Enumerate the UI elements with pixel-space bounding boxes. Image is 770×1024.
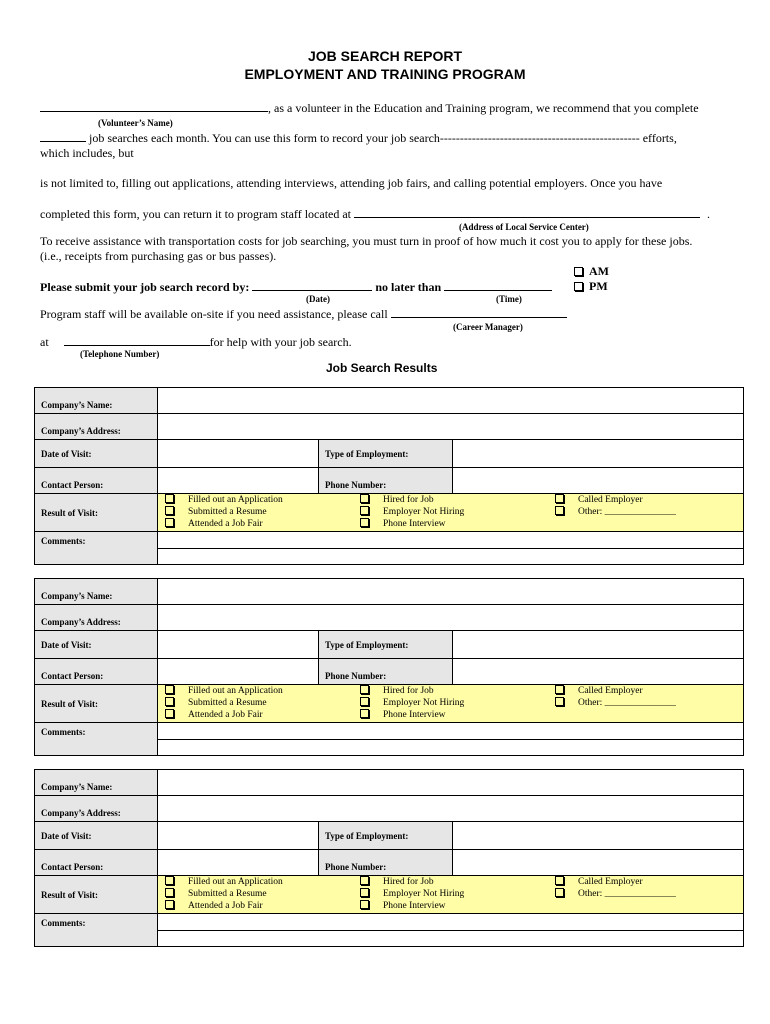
option-submitted-resume[interactable]: Submitted a Resume [158, 697, 353, 709]
job-record-1 [34, 387, 744, 565]
checkbox-icon[interactable] [165, 685, 174, 694]
company-name-row [35, 579, 743, 605]
option-other[interactable]: Other: _______________ [548, 888, 743, 900]
contact-person-label: Contact Person: [41, 671, 104, 681]
option-attended-job-fair[interactable]: Attended a Job Fair [158, 709, 353, 721]
contact-row [35, 468, 743, 494]
checkbox-icon[interactable] [165, 697, 174, 706]
volunteer-name-field[interactable] [40, 100, 268, 112]
company-address-label: Company’s Address: [41, 426, 121, 436]
option-other[interactable]: Other: _______________ [548, 697, 743, 709]
time-label: (Time) [496, 294, 522, 304]
result-of-visit-label: Result of Visit: [41, 889, 98, 900]
program-title: EMPLOYMENT AND TRAINING PROGRAM [244, 66, 526, 82]
option-attended-job-fair[interactable]: Attended a Job Fair [158, 518, 353, 530]
date-of-visit-label: Date of Visit: [41, 639, 92, 650]
intro-line-2b: which includes, but [40, 146, 134, 160]
date-label: (Date) [306, 294, 330, 304]
comments-row [35, 723, 743, 755]
checkbox-icon[interactable] [555, 876, 564, 885]
checkbox-icon[interactable] [165, 900, 174, 909]
result-row [35, 494, 743, 532]
checkbox-icon[interactable] [165, 506, 174, 515]
result-options [158, 876, 743, 913]
result-of-visit-label: Result of Visit: [41, 507, 98, 518]
type-of-employment-input[interactable] [453, 631, 743, 658]
type-of-employment-label: Type of Employment: [325, 448, 409, 459]
checkbox-icon[interactable] [360, 888, 369, 897]
date-visit-row [35, 440, 743, 468]
checkbox-icon[interactable] [555, 685, 564, 694]
type-of-employment-label: Type of Employment: [325, 830, 409, 841]
contact-row [35, 659, 743, 685]
submit-date-field[interactable] [252, 279, 372, 291]
option-submitted-resume[interactable]: Submitted a Resume [158, 888, 353, 900]
date-of-visit-label: Date of Visit: [41, 448, 92, 459]
intro-line-1: , as a volunteer in the Education and Training program, we recommend that you complete [40, 100, 699, 116]
phone-number-input[interactable] [453, 659, 743, 684]
comments-label: Comments: [41, 536, 86, 546]
option-called-employer[interactable]: Called Employer [548, 876, 743, 888]
job-record-2 [34, 578, 744, 756]
checkbox-icon[interactable] [165, 494, 174, 503]
checkbox-icon[interactable] [555, 697, 564, 706]
date-of-visit-label: Date of Visit: [41, 830, 92, 841]
comments-label: Comments: [41, 918, 86, 928]
career-manager-label: (Career Manager) [453, 322, 523, 332]
option-filled-application[interactable]: Filled out an Application [158, 685, 353, 697]
company-name-label: Company’s Name: [41, 591, 113, 601]
phone-number-label: Phone Number: [325, 671, 387, 681]
checkbox-icon[interactable] [165, 876, 174, 885]
service-center-address-field[interactable] [354, 206, 700, 218]
option-hired-for-job[interactable]: Hired for Job [353, 685, 548, 697]
contact-row [35, 850, 743, 876]
pm-checkbox[interactable] [574, 282, 583, 291]
company-address-input[interactable] [158, 605, 743, 630]
contact-person-input[interactable] [158, 468, 318, 493]
company-address-label: Company’s Address: [41, 808, 121, 818]
intro-line-6: (i.e., receipts from purchasing gas or bus passes). [40, 249, 277, 263]
am-checkbox[interactable] [574, 267, 583, 276]
checkbox-icon[interactable] [360, 494, 369, 503]
type-of-employment-input[interactable] [453, 440, 743, 467]
results-section-title: Job Search Results [326, 361, 438, 375]
checkbox-icon[interactable] [555, 506, 564, 515]
pm-option[interactable]: PM [574, 279, 608, 294]
telephone-field[interactable] [64, 334, 210, 346]
phone-number-input[interactable] [453, 468, 743, 493]
date-of-visit-input[interactable] [158, 440, 318, 467]
option-submitted-resume[interactable]: Submitted a Resume [158, 506, 353, 518]
phone-number-label: Phone Number: [325, 862, 387, 872]
checkbox-icon[interactable] [360, 518, 369, 527]
company-name-row [35, 388, 743, 414]
company-address-row [35, 605, 743, 631]
volunteer-name-label: (Volunteer’s Name) [98, 118, 173, 128]
option-employer-not-hiring[interactable]: Employer Not Hiring [353, 888, 548, 900]
checkbox-icon[interactable] [165, 709, 174, 718]
checkbox-icon[interactable] [165, 518, 174, 527]
date-of-visit-input[interactable] [158, 631, 318, 658]
option-hired-for-job[interactable]: Hired for Job [353, 876, 548, 888]
report-title: JOB SEARCH REPORT [307, 48, 463, 64]
company-name-input[interactable] [158, 579, 743, 604]
checkbox-icon[interactable] [360, 506, 369, 515]
result-row [35, 876, 743, 914]
checkbox-icon[interactable] [360, 876, 369, 885]
checkbox-icon[interactable] [360, 900, 369, 909]
career-manager-field[interactable] [391, 306, 567, 318]
company-address-row [35, 414, 743, 440]
option-phone-interview[interactable]: Phone Interview [353, 900, 548, 912]
intro-line-4: completed this form, you can return it to program staff located at . [40, 207, 711, 221]
telephone-label: (Telephone Number) [80, 349, 160, 359]
result-of-visit-label: Result of Visit: [41, 698, 98, 709]
job-record-3 [34, 769, 744, 947]
intro-line-3: is not limited to, filling out applications, attending interviews, attending job fairs, and calling potential employers. Once you have [40, 176, 663, 190]
option-filled-application[interactable]: Filled out an Application [158, 876, 353, 888]
company-name-row [35, 770, 743, 796]
option-employer-not-hiring[interactable]: Employer Not Hiring [353, 506, 548, 518]
option-other[interactable]: Other: _______________ [548, 506, 743, 518]
option-phone-interview[interactable]: Phone Interview [353, 709, 548, 721]
date-visit-row [35, 822, 743, 850]
company-name-label: Company’s Name: [41, 400, 113, 410]
contact-person-label: Contact Person: [41, 480, 104, 490]
contact-person-label: Contact Person: [41, 862, 104, 872]
checkbox-icon[interactable] [555, 494, 564, 503]
contact-person-input[interactable] [158, 659, 318, 684]
checkbox-icon[interactable] [165, 888, 174, 897]
comments-row [35, 914, 743, 946]
company-name-input[interactable] [158, 770, 743, 795]
submit-time-field[interactable] [444, 279, 552, 291]
option-filled-application[interactable]: Filled out an Application [158, 494, 353, 506]
date-of-visit-input[interactable] [158, 822, 318, 849]
telephone-line: at for help with your job search. [40, 335, 352, 349]
option-attended-job-fair[interactable]: Attended a Job Fair [158, 900, 353, 912]
intro-line-5: To receive assistance with transportation costs for job searching, you must turn in proof of how much it cost you to apply for these jobs. [40, 234, 693, 248]
type-of-employment-label: Type of Employment: [325, 639, 409, 650]
result-options [158, 494, 743, 531]
submit-line: Please submit your job search record by: no later than [40, 279, 552, 295]
option-called-employer[interactable]: Called Employer [548, 494, 743, 506]
comments-label: Comments: [41, 727, 86, 737]
checkbox-icon[interactable] [360, 709, 369, 718]
type-of-employment-input[interactable] [453, 822, 743, 849]
job-search-count-field[interactable] [40, 130, 86, 142]
checkbox-icon[interactable] [360, 697, 369, 706]
contact-person-input[interactable] [158, 850, 318, 875]
intro-line-2: job searches each month. You can use this form to record your job search-------------------------------------------------- efforts, [40, 130, 677, 146]
company-address-input[interactable] [158, 796, 743, 821]
company-name-label: Company’s Name: [41, 782, 113, 792]
phone-number-label: Phone Number: [325, 480, 387, 490]
result-options [158, 685, 743, 722]
company-address-input[interactable] [158, 414, 743, 439]
option-phone-interview[interactable]: Phone Interview [353, 518, 548, 530]
address-label: (Address of Local Service Center) [459, 222, 589, 232]
comments-row [35, 532, 743, 564]
option-hired-for-job[interactable]: Hired for Job [353, 494, 548, 506]
company-address-label: Company’s Address: [41, 617, 121, 627]
result-row [35, 685, 743, 723]
staff-line: Program staff will be available on-site if you need assistance, please call [40, 306, 567, 322]
company-address-row [35, 796, 743, 822]
am-option[interactable]: AM [574, 264, 609, 279]
checkbox-icon[interactable] [360, 685, 369, 694]
checkbox-icon[interactable] [555, 888, 564, 897]
company-name-input[interactable] [158, 388, 743, 413]
option-employer-not-hiring[interactable]: Employer Not Hiring [353, 697, 548, 709]
date-visit-row [35, 631, 743, 659]
phone-number-input[interactable] [453, 850, 743, 875]
option-called-employer[interactable]: Called Employer [548, 685, 743, 697]
